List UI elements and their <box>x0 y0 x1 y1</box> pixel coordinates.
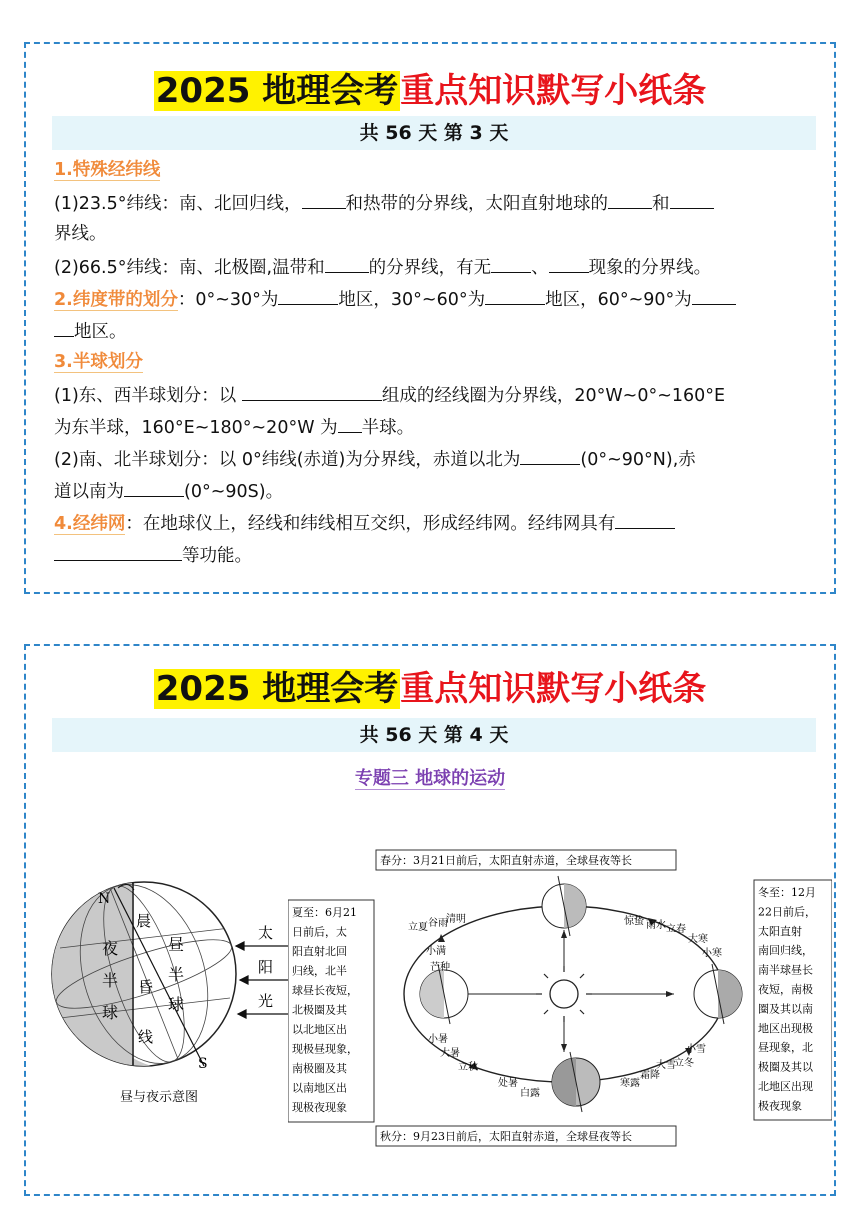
text: 、 <box>531 258 549 278</box>
solar-term-label: 霜降 <box>640 1070 660 1081</box>
day4-card <box>24 644 836 1196</box>
south-label: S <box>198 1056 208 1072</box>
text: (2)南、北半球划分：以 0°纬线(赤道)为分界线，赤道以北为 <box>54 450 521 470</box>
solstice-line: 冬至：12月 <box>758 886 816 899</box>
section-heading: 1.特殊经纬线 <box>54 160 161 180</box>
text: (1)东、西半球划分：以 <box>54 386 242 406</box>
text: (1)23.5°纬线：南、北回归线， <box>54 194 302 214</box>
text: 的分界线，有无 <box>368 258 492 278</box>
solstice-line: 夏至：6月21 <box>292 906 357 919</box>
text: (0°~90°N),赤 <box>580 450 696 470</box>
topic-text: 专题三 地球的运动 <box>354 768 506 789</box>
night-hemisphere-label: 半 <box>102 971 119 990</box>
solstice-line: 地区出现极 <box>758 1021 813 1035</box>
section-heading: 4.经纬网 <box>54 514 126 534</box>
solar-term-label: 大寒 <box>688 934 708 945</box>
solar-term-label: 立春 <box>666 924 686 935</box>
solstice-line: 现极夜现象 <box>292 1101 347 1114</box>
fill-blank[interactable] <box>608 186 652 209</box>
solstice-line: 极圈及其以 <box>758 1060 813 1074</box>
solar-term-label: 立夏 <box>408 922 428 933</box>
earth-spring-icon <box>542 876 586 936</box>
solar-term-label: 清明 <box>446 914 466 925</box>
day-label: 共 56 天 第 4 天 <box>52 718 816 752</box>
day-night-diagram <box>40 868 302 1114</box>
sun-icon <box>536 966 592 1022</box>
title-red: 重点知识默写小纸条 <box>400 669 707 709</box>
night-hemisphere-label: 夜 <box>102 939 119 958</box>
solar-term-label: 小雪 <box>686 1044 706 1055</box>
sunlight-label: 阳 <box>258 958 274 976</box>
day-hemisphere-label: 昼 <box>168 935 185 954</box>
text: 道以南为 <box>54 482 124 502</box>
solar-term-label: 白露 <box>520 1088 540 1099</box>
section-heading: 2.纬度带的划分 <box>54 290 178 310</box>
solstice-line: 归线，北半 <box>292 964 347 978</box>
text: 和热带的分界线，太阳直射地球的 <box>345 194 609 214</box>
solstice-line: 北地区出现 <box>758 1080 813 1093</box>
fill-blank[interactable] <box>278 282 338 305</box>
text: (0°~90S)。 <box>184 482 284 502</box>
card-title <box>26 664 834 714</box>
diagram-caption: 昼与夜示意图 <box>120 1090 199 1105</box>
fill-blank[interactable] <box>491 250 531 273</box>
text: ：在地球仪上，经线和纬线相互交织，形成经纬网。经纬网具有 <box>125 514 616 534</box>
solstice-line: 北极圈及其 <box>292 1003 347 1017</box>
text: 半球。 <box>361 418 415 438</box>
solar-term-label: 大暑 <box>440 1048 460 1059</box>
text: 为东半球，160°E~180°~20°W 为 <box>54 418 338 438</box>
text: 等功能。 <box>182 546 252 566</box>
text: 界线。 <box>54 224 107 244</box>
fill-blank[interactable] <box>615 506 675 529</box>
day3-card <box>24 42 836 594</box>
earth-autumn-icon <box>552 1052 600 1112</box>
solar-term-label: 小暑 <box>428 1034 448 1045</box>
fill-blank[interactable] <box>54 314 74 337</box>
fill-blank[interactable] <box>670 186 714 209</box>
text: 和 <box>652 194 670 214</box>
dusk-line-label: 昏 <box>138 978 154 996</box>
solstice-line: 南半球昼长 <box>758 963 813 977</box>
solar-term-label: 立秋 <box>458 1062 478 1073</box>
text: 组成的经线圈为分界线，20°W~0°~160°E <box>381 386 726 406</box>
solar-term-label: 处暑 <box>498 1078 518 1089</box>
solar-term-label: 谷雨 <box>428 918 448 929</box>
solar-term-label: 寒露 <box>620 1078 640 1089</box>
fill-blank[interactable] <box>692 282 736 305</box>
title-highlight: 2025 地理会考 <box>155 669 399 709</box>
text: (2)66.5°纬线：南、北极圈,温带和 <box>54 258 325 278</box>
solstice-line: 以北地区出 <box>292 1023 347 1036</box>
text: 现象的分界线。 <box>588 258 712 278</box>
day-hemisphere-label: 半 <box>168 965 185 984</box>
title-highlight: 2025 地理会考 <box>155 71 399 111</box>
sunlight-label: 光 <box>258 992 274 1010</box>
section-heading: 3.半球划分 <box>54 352 143 372</box>
solar-term-label: 芒种 <box>430 962 450 973</box>
solstice-line: 南极圈及其 <box>292 1062 347 1075</box>
day-hemisphere-label: 球 <box>168 995 185 1014</box>
text: ：0°~30°为 <box>177 290 279 310</box>
earth-winter-icon <box>694 964 742 1024</box>
solstice-line: 极夜现象 <box>758 1099 802 1113</box>
solstice-line: 南回归线， <box>758 944 813 958</box>
solar-term-label: 惊蛰 <box>624 916 644 927</box>
fill-blank[interactable] <box>338 410 362 433</box>
solar-term-label: 大雪 <box>656 1060 676 1071</box>
solar-term-label: 小满 <box>426 946 446 957</box>
solstice-line: 阳直射北回 <box>292 945 347 958</box>
fill-blank[interactable] <box>485 282 545 305</box>
fill-blank[interactable] <box>520 442 580 465</box>
solstice-line: 22日前后， <box>758 905 816 919</box>
north-label: N <box>98 891 111 907</box>
text: 地区，30°~60°为 <box>338 290 486 310</box>
text: 地区。 <box>74 322 127 342</box>
solstice-line: 夜短，南极 <box>758 983 813 996</box>
fill-blank[interactable] <box>54 538 182 561</box>
earth-summer-icon <box>420 964 468 1024</box>
solstice-line: 圈及其以南 <box>758 1002 813 1016</box>
fill-blank[interactable] <box>325 250 369 273</box>
solstice-line: 球昼长夜短， <box>292 984 358 997</box>
earth-orbit-diagram <box>288 846 832 1156</box>
spring-equinox-text: 春分：3月21日前后，太阳直射赤道，全球昼夜等长 <box>380 854 632 867</box>
text: 地区，60°~90°为 <box>545 290 692 310</box>
solar-term-label: 雨水 <box>646 920 666 931</box>
autumn-equinox-text: 秋分：9月23日前后，太阳直射赤道，全球昼夜等长 <box>380 1130 632 1143</box>
card-content <box>54 154 814 570</box>
solstice-line: 日前后，太 <box>292 925 347 939</box>
solstice-line: 太阳直射 <box>758 924 802 938</box>
solstice-line: 以南地区出 <box>292 1081 347 1095</box>
title-red: 重点知识默写小纸条 <box>400 71 707 111</box>
night-hemisphere-label: 球 <box>102 1003 119 1022</box>
fill-blank[interactable] <box>242 378 382 401</box>
terminator-label: 线 <box>138 1028 154 1046</box>
solstice-line: 现极昼现象， <box>292 1042 358 1056</box>
topic-heading <box>26 764 834 790</box>
dawn-line-label: 晨 <box>136 912 152 930</box>
solar-term-label: 立冬 <box>674 1058 694 1069</box>
fill-blank[interactable] <box>124 474 184 497</box>
card-title <box>26 66 834 116</box>
sunlight-label: 太 <box>258 924 274 942</box>
day-label: 共 56 天 第 3 天 <box>52 116 816 150</box>
solstice-line: 昼现象，北 <box>758 1041 813 1055</box>
fill-blank[interactable] <box>302 186 346 209</box>
fill-blank[interactable] <box>549 250 589 273</box>
solar-term-label: 小寒 <box>702 948 722 959</box>
